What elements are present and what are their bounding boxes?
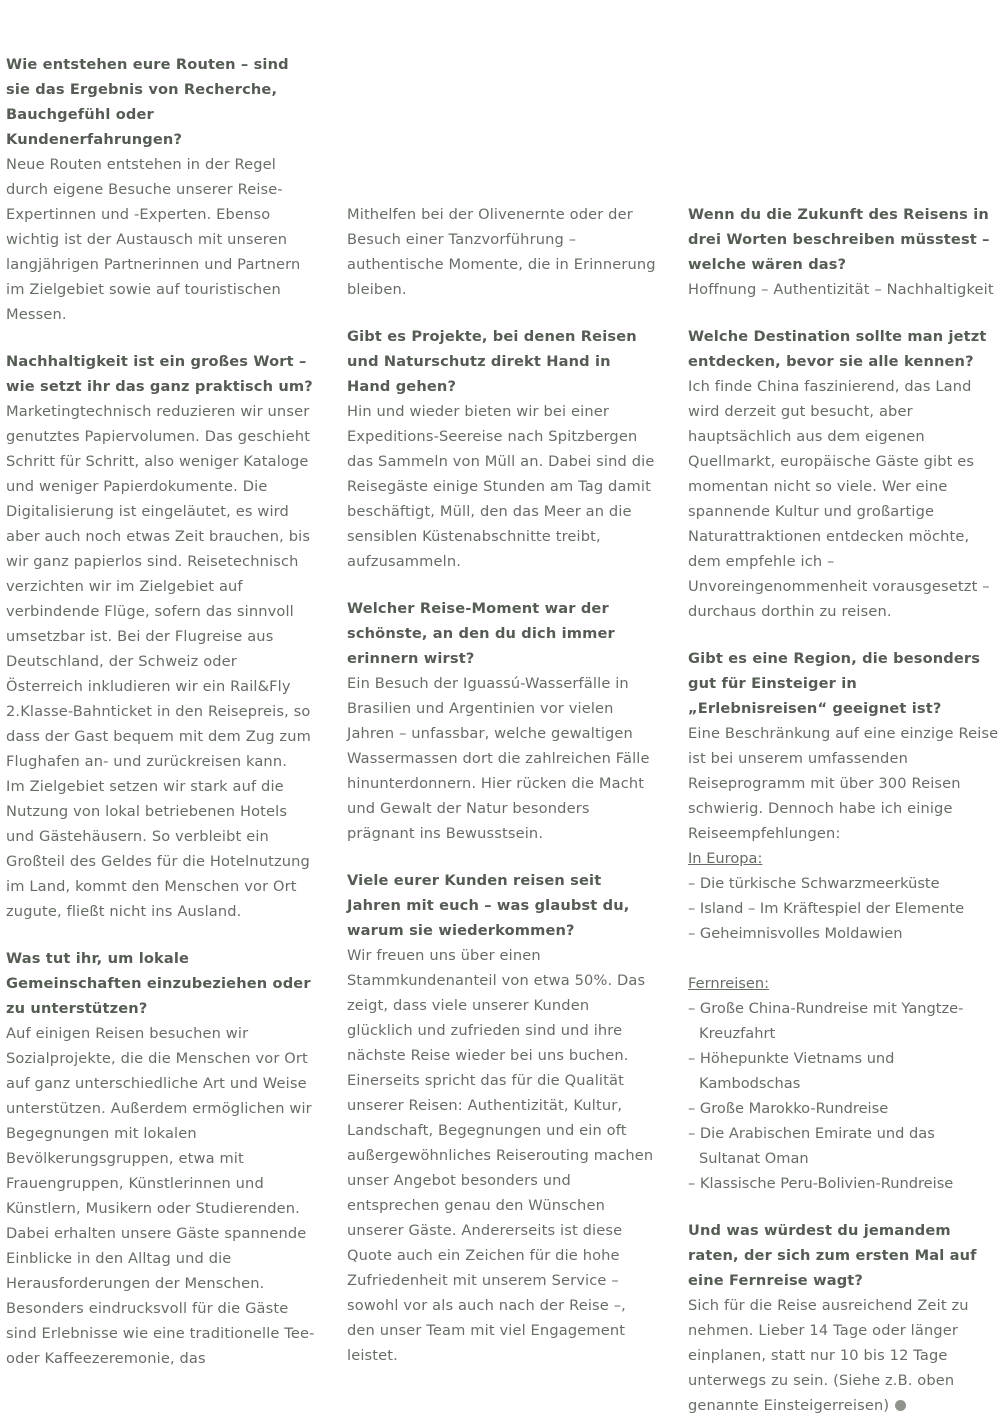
list-item: – Die Arabischen Emirate und das Sultanat Oman [688,1125,935,1167]
question-text: Was tut ihr, um lokale Gemeinschaften einzubeziehen oder zu unterstützen? [6,950,311,1017]
list-heading-europa: In Europa: [688,850,763,867]
answer-text: Ich finde China faszinierend, das Land wird derzeit gut besucht, aber hauptsächlich aus dem eigenen Quellmarkt, europäische Gäste gibt es momentan nicht so viele. Wer eine spannende Kultur und großartige Naturattraktionen entdecken möchte, dem empfehle ich – Unvoreingenommenheit vorausgesetzt – durchaus dorthin zu reisen. [688,378,990,620]
list-item: – Geheimnisvolles Moldawien [688,925,903,942]
qa-block-reise-moment [347,596,658,846]
answer-text: Ein Besuch der Iguassú-Wasserfälle in Brasilien und Argentinien vor vielen Jahren – unfassbar, welche gewaltigen Wassermassen dort die zahlreichen Fälle hinunterdonnern. Hier rücken die Macht und Gewalt der Natur besonders prägnant ins Bewusstsein. [347,675,650,842]
list-item: – Klassische Peru-Bolivien-Rundreise [688,1175,954,1192]
list-item: – Island – Im Kräftespiel der Elemente [688,900,965,917]
question-text: Nachhaltigkeit ist ein großes Wort – wie setzt ihr das ganz praktisch um? [6,353,313,395]
qa-block-naturschutz [347,324,658,574]
qa-block-gemeinschaften [6,946,317,1371]
question-text: Welche Destination sollte man jetzt entdecken, bevor sie alle kennen? [688,328,987,370]
column-1 [6,52,317,1371]
answer-text: Hoffnung – Authentizität – Nachhaltigkeit [688,281,994,298]
question-text: Wenn du die Zukunft des Reisens in drei Worten beschreiben müsstest – welche wären das? [688,206,990,273]
answer-text-continued: Mithelfen bei der Olivenernte oder der Besuch einer Tanzvorführung – authentische Momente, die in Erinnerung bleiben. [347,206,656,298]
list-item: – Die türkische Schwarzmeerküste [688,875,940,892]
list-spacer [688,946,999,971]
qa-block-stammkunden [347,868,658,1368]
question-text: Gibt es eine Region, die besonders gut für Einsteiger in „Erlebnisreisen“ geeignet ist? [688,650,981,717]
column-2 [347,52,658,1368]
question-text: Welcher Reise-Moment war der schönste, an den du dich immer erinnern wirst? [347,600,615,667]
answer-text: Auf einigen Reisen besuchen wir Sozialprojekte, die die Menschen vor Ort auf ganz unterschiedliche Art und Weise unterstützen. Außerdem ermöglichen wir Begegnungen mit lokalen Bevölkerungsgruppen, etwa mit Frauengruppen, Künstlerinnen und Künstlern, Musikern oder Studierenden. Dabei erhalten unsere Gäste spannende Einblicke in den Alltag und die Herausforderungen der Menschen. [6,1025,312,1292]
qa-block-nachhaltigkeit [6,349,317,924]
question-text: Viele eurer Kunden reisen seit Jahren mit euch – was glaubst du, warum sie wiederkommen? [347,872,630,939]
three-column-layout [6,52,999,1418]
qa-block-routen [6,52,317,327]
recommendation-list-fernreisen [688,996,999,1196]
list-item: – Große Marokko-Rundreise [688,1100,889,1117]
qa-block-erste-fernreise [688,1218,999,1418]
list-heading-fernreisen: Fernreisen: [688,975,770,992]
qa-block-zukunft-reisen [688,202,999,302]
question-text: Wie entstehen eure Routen – sind sie das Ergebnis von Recherche, Bauchgefühl oder Kundenerfahrungen? [6,56,289,148]
recommendation-list-europa [688,871,999,946]
answer-text: Eine Beschränkung auf eine einzige Reise ist bei unserem umfassenden Reiseprogramm mit über 300 Reisen schwierig. Dennoch habe ich einige Reiseempfehlungen: [688,725,999,842]
list-item: – Große China-Rundreise mit Yangtze-Kreuzfahrt [688,1000,964,1042]
answer-text [688,1293,999,1418]
question-text: Und was würdest du jemandem raten, der sich zum ersten Mal auf eine Fernreise wagt? [688,1222,977,1289]
end-of-article-icon [895,1400,906,1411]
answer-text-continued: Im Zielgebiet setzen wir stark auf die Nutzung von lokal betriebenen Hotels und Gästehäusern. So verbleibt ein Großteil des Geldes für die Hotelnutzung im Land, kommt den Menschen vor Ort zugute, fließt nicht ins Ausland. [6,778,310,920]
answer-text: Marketingtechnisch reduzieren wir unser genutztes Papiervolumen. Das geschieht Schritt für Schritt, also weniger Kataloge und weniger Papierdokumente. Die Digitalisierung ist eingeläutet, es wird aber auch noch etwas Zeit brauchen, bis wir ganz papierlos sind. Reisetechnisch verzichten wir im Zielgebiet auf verbindende Flüge, sofern das sinnvoll umsetzbar ist. Bei der Flugreise aus Deutschland, der Schweiz oder Österreich inkludieren wir ein Rail&Fly 2.Klasse-Bahnticket in den Reisepreis, so dass der Gast bequem mit dem Zug zum Flughafen an- und zurückreisen kann. [6,403,311,770]
column-3 [688,52,999,1418]
answer-text: Wir freuen uns über einen Stammkundenanteil von etwa 50%. Das zeigt, dass viele unserer Kunden glücklich und zufrieden sind und ihre nächste Reise wieder bei uns buchen. Einerseits spricht das für die Qualität unserer Reisen: Authentizität, Kultur, Landschaft, Begegnungen und ein oft außergewöhnliches Reiserouting machen unser Angebot besonders und entsprechen genau den Wünschen unserer Gäste. Andererseits ist diese Quote auch ein Zeichen für die hohe Zufriedenheit mit unserem Service – sowohl vor als auch nach der Reise –, den unser Team mit viel Engagement leistet. [347,947,654,1364]
answer-text: Neue Routen entstehen in der Regel durch eigene Besuche unserer Reise-Expertinnen und -Experten. Ebenso wichtig ist der Austausch mit unseren langjährigen Partnerinnen und Partnern im Zielgebiet sowie auf touristischen Messen. [6,156,301,323]
qa-block-einsteiger-region [688,646,999,1196]
question-text: Gibt es Projekte, bei denen Reisen und Naturschutz direkt Hand in Hand gehen? [347,328,637,395]
answer-text-value: Sich für die Reise ausreichend Zeit zu nehmen. Lieber 14 Tage oder länger einplanen, statt nur 10 bis 12 Tage unterwegs zu sein. (Siehe z.B. oben genannte Einsteigerreisen) [688,1297,969,1414]
answer-continuation-block [347,202,658,302]
answer-text: Hin und wieder bieten wir bei einer Expeditions-Seereise nach Spitzbergen das Sammeln von Müll an. Dabei sind die Reisegäste einige Stunden am Tag damit beschäftigt, Müll, den das Meer an die sensiblen Küstenabschnitte treibt, aufzusammeln. [347,403,655,570]
list-item: – Höhepunkte Vietnams und Kambodschas [688,1050,895,1092]
answer-text-continued: Besonders eindrucksvoll für die Gäste sind Erlebnisse wie eine traditionelle Tee- oder Kaffeezeremonie, das [6,1300,315,1367]
qa-block-destination [688,324,999,624]
